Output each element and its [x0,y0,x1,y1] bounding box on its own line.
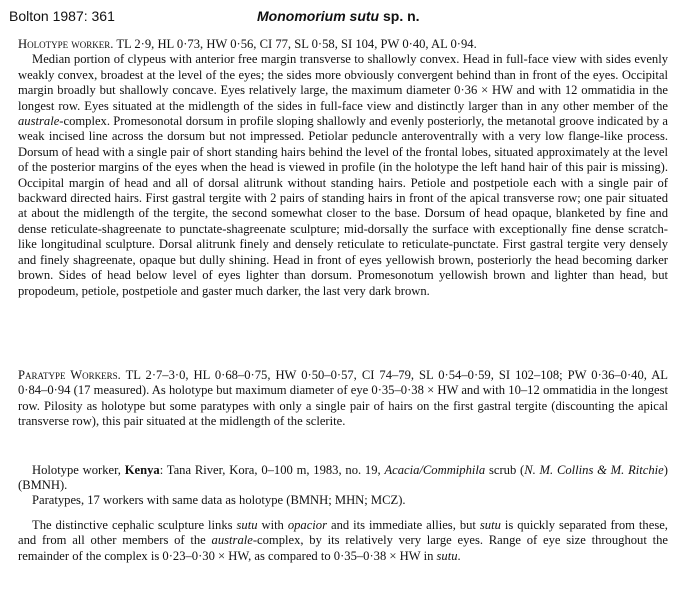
discussion-species-2: opacior [287,518,328,532]
species-title [257,8,420,24]
paratype-material [18,493,668,508]
material-habitat-suffix: scrub ( [488,463,525,477]
header [9,8,669,28]
discussion-species-1: sutu [236,518,258,532]
holotype-description [18,37,668,299]
material-country: Kenya [124,463,160,477]
discussion-text-1: The distinctive cephalic sculpture links [32,518,233,532]
complex-name: australe [18,114,60,129]
paratype-material-text: Paratypes, 17 workers with same data as holotype (BMNH; MHN; MCZ). [32,493,406,507]
citation: Bolton 1987: 361 [9,8,115,24]
species-name: Monomorium sutu [257,8,380,24]
discussion-text-2: with [261,518,284,532]
discussion-text-4: is quickly separated from these, and from all other members of the [18,518,668,548]
paratype-heading: Paratype Workers. [18,368,121,382]
discussion-text-6: . [457,548,461,563]
holotype-text-2: -complex. Promesonotal dorsum in profile sloping shallowly and evenly posteriorly, the metanotal groove indicated by a weak incised line across the dorsum but not impressed. Petiolar peduncle anteroventrally with a very low flange-like process. Dorsum of head with a single pair of short standing hairs behind the level of the frontal lobes, situated approximately at the level of the posterior margins of the eyes when the head is viewed in profile (in the holotype the left hand hair of this pair is missing). Occipital margin of head and all of dorsal alitrunk without standing hairs. Petiole and postpetiole each with a single pair of backward directed hairs. First gastral tergite with 2 pairs of standing hairs in front of the apical transverse row; one pair situated at about the midlength of the tergite, the second somewhat closer to the base. Dorsum of head opaque, blanketed by fine and dense reticulate-shagreenate to punctate-shagreenate sculpture; mid-dorsally the surface with exceptionally fine dense scratch-like longitudinal sculpture. Dorsal alitrunk finely and densely reticulate to reticulate-punctate. First gastral tergite very densely and finely shagreenate, opaque but dully shining. Head in front of eyes yellowish brown, posteriorly the head becoming darker brown. Sides of head below level of eyes lighter than dorsum. Promesonotum yellowish brown and lighter than head, but propodeum, petiole, postpetiole and gaster much darker, the last very dark brown. [18,114,668,298]
discussion [18,518,668,564]
material-collectors: N. M. Collins & M. Ritchie [524,463,664,477]
holotype-heading: Holotype worker. [18,37,114,51]
holotype-text-1: Median portion of clypeus with anterior free margin transverse to shallowly convex. Head in full-face view with sides evenly weakly convex, broadest at the level of the eyes; the sides more obviously convergent behind than in front of the eyes. Occipital margin broadly but shallowly concave. Eyes relatively large, the maximum diameter 0·36 × HW and with 12 ommatidia in the longest row. Eyes situated at the midlength of the sides in full-face view and distinctly larger than in any other member of the [18,52,668,113]
material-holotype-label: Holotype worker, [32,463,121,477]
discussion-species-4: australe [211,533,253,548]
material-locality: : Tana River, Kora, 0–100 m, 1983, no. 19, [159,463,381,477]
discussion-species-5: sutu [436,548,458,563]
discussion-text-3: and its immediate allies, but [330,518,476,532]
holotype-measurements: TL 2·9, HL 0·73, HW 0·56, CI 77, SL 0·58, SI 104, PW 0·40, AL 0·94. [116,37,477,51]
discussion-species-3: sutu [479,518,501,532]
material-repository: ) (BMNH). [18,463,668,493]
discussion-text-5: -complex, by its relatively very large eyes. Range of eye size throughout the remainder of the complex is 0·23–0·30 × HW, as compared to 0·35–0·38 × HW in [18,533,668,563]
paratype-text: TL 2·7–3·0, HL 0·68–0·75, HW 0·50–0·57, CI 74–79, SL 0·54–0·59, SI 102–108; PW 0·36–0·40, AL 0·84–0·94 (17 measured). As holotype but maximum diameter of eye 0·35–0·38 × HW and with 10–12 ommatidia in the longest row. Pilosity as holotype but some paratypes with only a single pair of hairs on the first gastral tergite (discounting the apical transverse row), this pair situated at the midlength of the sclerite. [18,368,668,429]
material-habitat: Acacia/Commiphila [384,463,486,477]
holotype-material [18,463,668,494]
species-status: sp. n. [383,8,420,24]
paratype-description [18,368,668,430]
